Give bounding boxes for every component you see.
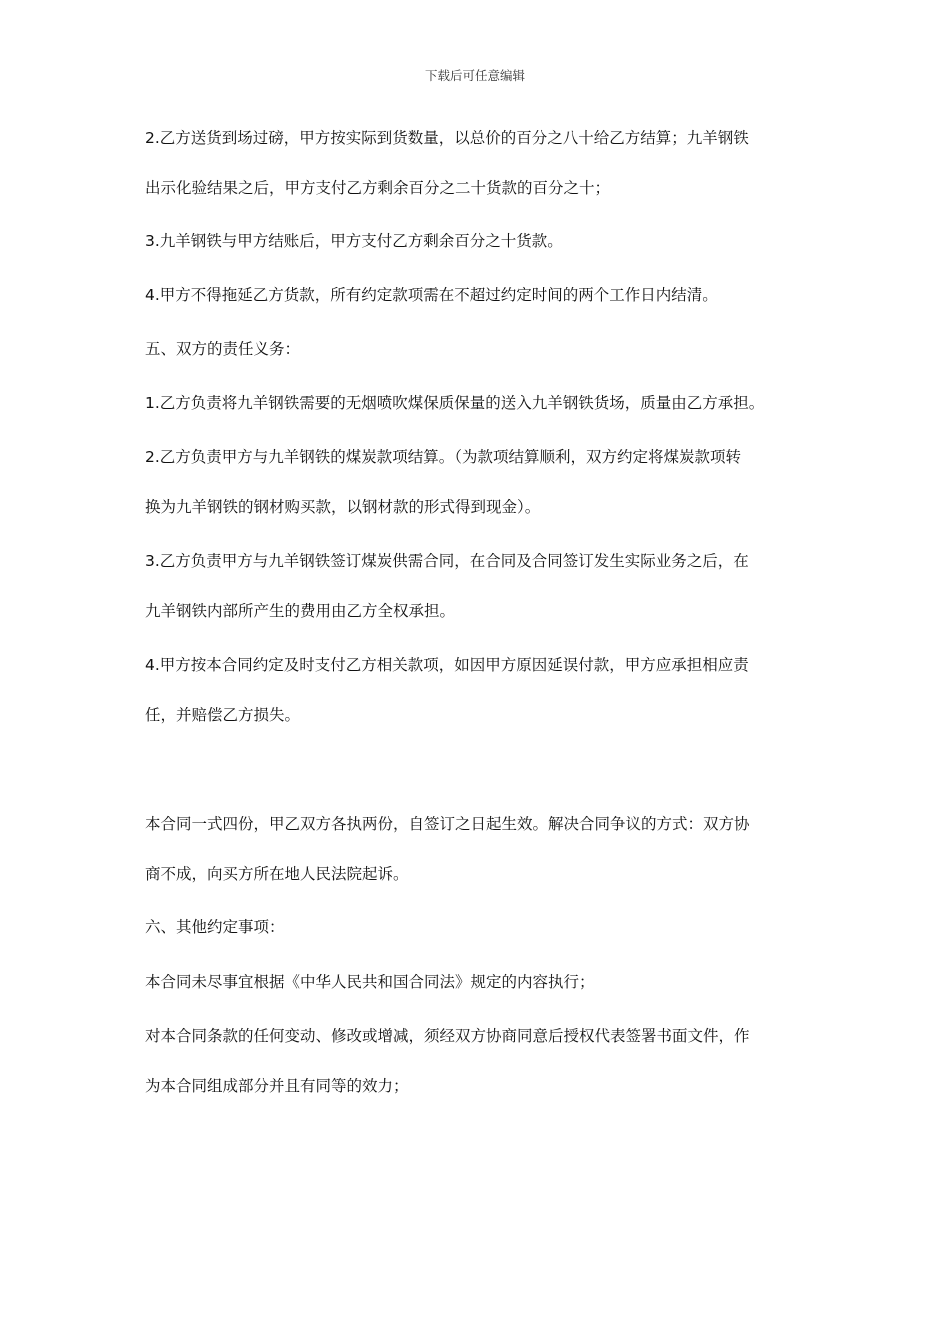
paragraph-line: 换为九羊钢铁的钢材购买款，以钢材款的形式得到现金）。 (145, 498, 541, 516)
paragraph-line: 商不成，向买方所在地人民法院起诉。 (145, 865, 409, 883)
paragraph-line: 本合同未尽事宜根据《中华人民共和国合同法》规定的内容执行； (145, 973, 595, 991)
paragraph-line: 4.甲方不得拖延乙方货款，所有约定款项需在不超过约定时间的两个工作日内结清。 (145, 286, 718, 304)
paragraph-line: 2.乙方负责甲方与九羊钢铁的煤炭款项结算。（为款项结算顺利，双方约定将煤炭款项转 (145, 448, 742, 466)
paragraph-line: 3.九羊钢铁与甲方结账后，甲方支付乙方剩余百分之十货款。 (145, 232, 563, 250)
paragraph-line: 3.乙方负责甲方与九羊钢铁签订煤炭供需合同，在合同及合同签订发生实际业务之后，在 (145, 552, 749, 570)
paragraph-line: 对本合同条款的任何变动、修改或增减，须经双方协商同意后授权代表签署书面文件，作 (145, 1027, 750, 1045)
paragraph-line: 本合同一式四份，甲乙双方各执两份，自签订之日起生效。解决合同争议的方式：双方协 (145, 815, 750, 833)
paragraph-line: 2.乙方送货到场过磅，甲方按实际到货数量，以总价的百分之八十给乙方结算；九羊钢铁 (145, 129, 749, 147)
paragraph-line: 任，并赔偿乙方损失。 (145, 706, 301, 724)
section-heading: 五、双方的责任义务： (145, 340, 301, 358)
paragraph-line: 1.乙方负责将九羊钢铁需要的无烟喷吹煤保质保量的送入九羊钢铁货场，质量由乙方承担。 (145, 394, 765, 412)
paragraph-line: 为本合同组成部分并且有同等的效力； (145, 1077, 409, 1095)
section-heading: 六、其他约定事项： (145, 918, 285, 936)
paragraph-line: 九羊钢铁内部所产生的费用由乙方全权承担。 (145, 602, 456, 620)
page-header: 下载后可任意编辑 (424, 68, 525, 83)
paragraph-line: 出示化验结果之后，甲方支付乙方剩余百分之二十货款的百分之十； (145, 179, 611, 197)
paragraph-line: 4.甲方按本合同约定及时支付乙方相关款项，如因甲方原因延误付款，甲方应承担相应责 (145, 656, 749, 674)
